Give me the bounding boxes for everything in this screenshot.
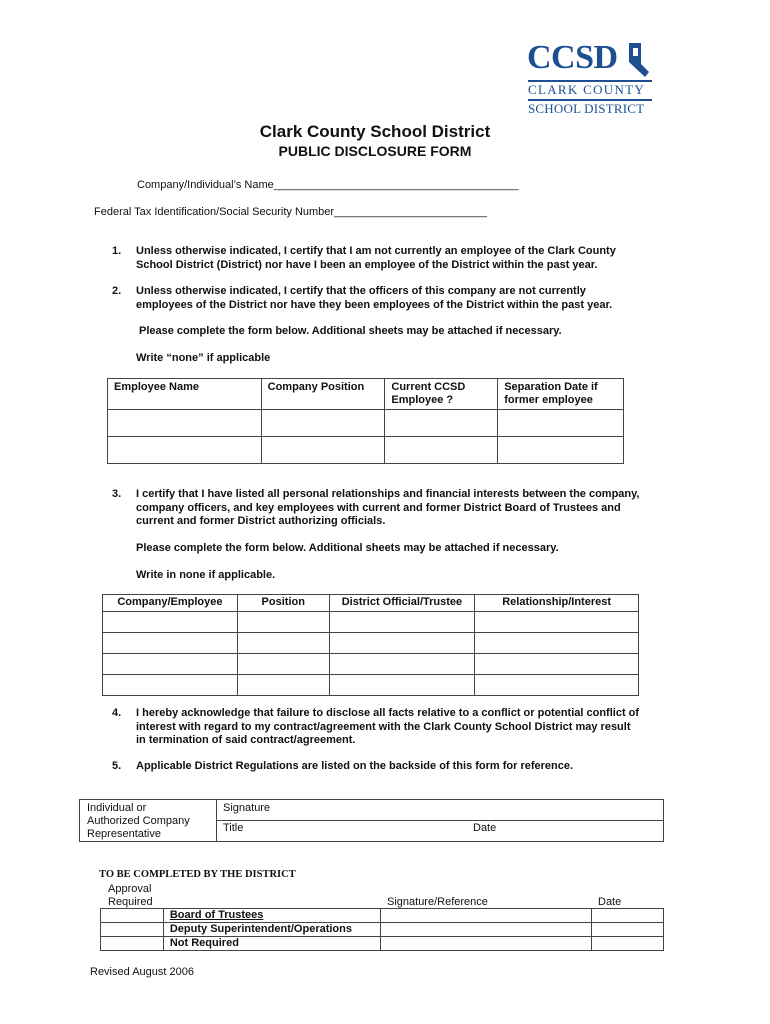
table-cell[interactable] [237,654,329,675]
item-3-note: Please complete the form below. Additional sheets may be attached if necessary. [136,542,559,554]
district-approval-table [100,908,664,951]
relationship-table [102,594,639,696]
signature-reference-cell[interactable] [380,937,591,951]
signature-divider [217,820,663,821]
item-4-number: 4. [112,707,122,719]
table-row [103,675,639,696]
table-cell[interactable] [237,633,329,654]
item-3-number: 3. [112,488,122,500]
signature-reference-cell[interactable] [380,909,591,923]
col-current-employee: Current CCSD Employee ? [385,379,498,410]
item-5-text: Applicable District Regulations are listed on the backside of this form for reference. [136,760,574,772]
signature-box [79,799,664,842]
signature-reference-label: Signature/Reference [387,896,488,908]
table-cell[interactable] [385,437,498,464]
table-cell[interactable] [385,410,498,437]
table-row [108,410,624,437]
row-board-of-trustees: Board of Trustees [163,909,380,923]
table-cell[interactable] [261,437,385,464]
required-label: Required [108,896,153,908]
tax-id-field[interactable] [94,206,487,219]
item-2-note: Please complete the form below. Additional sheets may be attached if necessary. [139,325,562,337]
table-cell[interactable] [108,437,262,464]
item-4-line-2: interest with regard to my contract/agreement with the Clark County School District may result [136,720,631,733]
signature-reference-cell[interactable] [380,923,591,937]
item-1-line-2: School District (District) nor have I been an employee of the District within the past year. [136,258,598,271]
col-separation-date: Separation Date if former employee [498,379,624,410]
approval-checkbox-cell[interactable] [101,923,164,937]
district-heading: TO BE COMPLETED BY THE DISTRICT [99,869,296,880]
approval-label: Approval [108,883,152,895]
table-row [101,909,664,923]
representative-label [87,802,190,841]
item-2-line-2: employees of the District nor have they been employees of the District within the past year. [136,298,613,311]
table-cell[interactable] [103,633,238,654]
item-3-line-2: company officers, and key employees with current and former District Board of Trustees and [136,501,621,514]
item-3-line-3: current and former District authorizing officials. [136,515,386,527]
table-cell[interactable] [329,654,475,675]
representative-line-1: Individual or [87,802,147,814]
representative-line-3: Representative [87,828,161,840]
table-cell[interactable] [108,410,262,437]
approval-checkbox-cell[interactable] [101,909,164,923]
col-employee-name: Employee Name [108,379,262,410]
logo-line-school-district: SCHOOL DISTRICT [528,101,645,116]
table-cell[interactable] [329,675,475,696]
table-row [101,937,664,951]
table-cell[interactable] [237,675,329,696]
item-4-line-3: in termination of said contract/agreement. [136,734,356,746]
representative-line-2: Authorized Company [87,815,190,827]
item-2-line-1: Unless otherwise indicated, I certify that the officers of this company are not currently [136,285,586,297]
col-position: Position [237,595,329,612]
col-district-official: District Official/Trustee [329,595,475,612]
item-3-text [136,488,640,529]
item-4-text [136,707,639,748]
date-cell[interactable] [592,937,664,951]
table-cell[interactable] [103,612,238,633]
table-cell[interactable] [498,437,624,464]
logo-line-clark-county: CLARK COUNTY [528,82,646,97]
table-row [108,437,624,464]
logo-wordmark: CCSD [527,39,618,76]
item-3-line-1: I certify that I have listed all personal relationships and financial interests between the company, [136,488,640,500]
item-5-number: 5. [112,760,122,772]
item-4-line-1: I hereby acknowledge that failure to disclose all facts relative to a conflict or potential conflict of [136,707,640,719]
table-header-row [108,379,624,410]
table-header-row [103,595,639,612]
item-2-text [136,285,612,312]
table-cell[interactable] [475,654,639,675]
district-date-label: Date [598,896,622,908]
company-name-label: Company/Individual’s Name [137,179,274,191]
table-cell[interactable] [475,633,639,654]
approval-checkbox-cell[interactable] [101,937,164,951]
tax-id-blank[interactable]: _________________________ [334,206,488,218]
table-cell[interactable] [237,612,329,633]
table-cell[interactable] [329,612,475,633]
table-cell[interactable] [103,675,238,696]
ccsd-logo [526,40,654,118]
revised-date: Revised August 2006 [90,966,194,978]
item-2-write-none: Write “none” if applicable [136,352,271,364]
item-1-number: 1. [112,245,122,257]
item-1-line-1: Unless otherwise indicated, I certify that I am not currently an employee of the Clark County [136,245,616,257]
table-cell[interactable] [475,612,639,633]
company-name-field[interactable] [137,179,518,192]
table-cell[interactable] [103,654,238,675]
tax-id-label: Federal Tax Identification/Social Security Number [94,206,335,218]
table-cell[interactable] [261,410,385,437]
date-field[interactable]: Date [473,822,497,834]
col-company-position: Company Position [261,379,385,410]
row-deputy-superintendent: Deputy Superintendent/Operations [163,923,380,937]
signature-field[interactable]: Signature [223,802,271,814]
table-row [101,923,664,937]
row-not-required: Not Required [163,937,380,951]
col-company-employee: Company/Employee [103,595,238,612]
date-cell[interactable] [592,923,664,937]
representative-label-cell [80,800,217,841]
employee-table [107,378,624,464]
table-row [103,633,639,654]
table-cell[interactable] [498,410,624,437]
col-relationship-interest: Relationship/Interest [475,595,639,612]
table-row [103,654,639,675]
item-1-text [136,245,616,272]
table-cell[interactable] [329,633,475,654]
form-subtitle: PUBLIC DISCLOSURE FORM [278,143,472,159]
nevada-state-icon [627,42,651,78]
table-cell[interactable] [475,675,639,696]
table-row [103,612,639,633]
company-name-blank[interactable]: ________________________________________ [273,179,519,191]
form-title: Clark County School District [259,122,491,141]
item-2-number: 2. [112,285,122,297]
date-cell[interactable] [592,909,664,923]
title-field[interactable]: Title [223,822,244,834]
item-3-write-none: Write in none if applicable. [136,569,276,581]
